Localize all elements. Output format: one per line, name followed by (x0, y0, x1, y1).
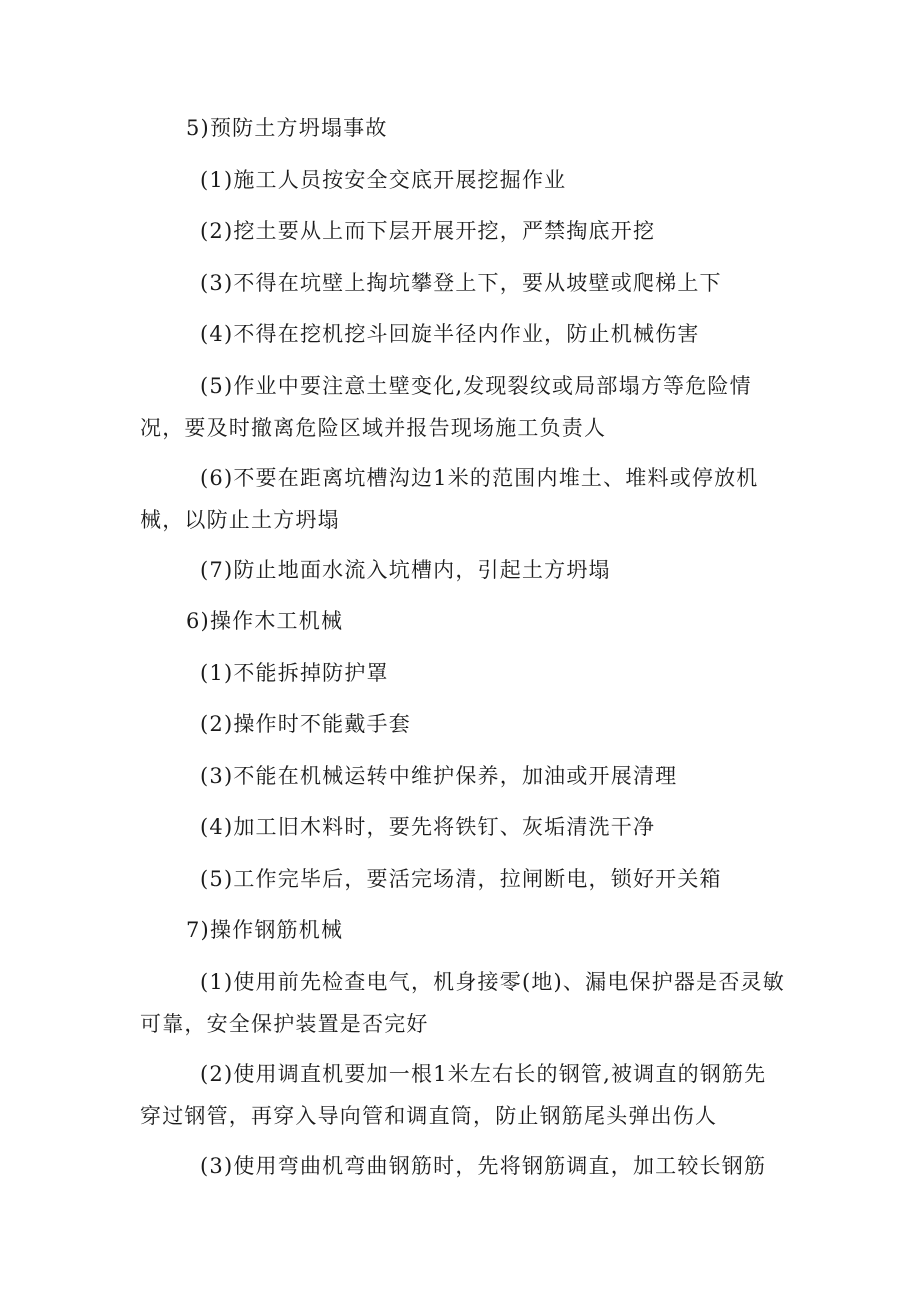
section-heading-7: 7)操作钢筋机械 (186, 918, 344, 942)
list-item: (1)不能拆掉防护罩 (200, 661, 389, 685)
list-item: (3)不得在坑壁上掏坑攀登上下，要从坡壁或爬梯上下 (200, 271, 722, 295)
list-item: (2)使用调直机要加一根1米左右长的钢管,被调直的钢筋先穿过钢管，再穿入导向管和调直筒，防止钢筋尾头弹出伤人 (140, 1062, 767, 1128)
list-item: (1)施工人员按安全交底开展挖掘作业 (200, 168, 567, 192)
list-item: (6)不要在距离坑槽沟边1米的范围内堆土、堆料或停放机械，以防止土方坍塌 (140, 466, 759, 532)
list-item: (2)操作时不能戴手套 (200, 712, 411, 736)
section-heading-6: 6)操作木工机械 (186, 609, 344, 633)
list-item: (3)使用弯曲机弯曲钢筋时，先将钢筋调直，加工较长钢筋 (200, 1154, 767, 1178)
list-item: (5)工作完毕后，要活完场清，拉闸断电，锁好开关箱 (200, 867, 722, 891)
list-item: (2)挖土要从上而下层开展开挖，严禁掏底开挖 (200, 219, 656, 243)
list-item: (3)不能在机械运转中维护保养，加油或开展清理 (200, 764, 678, 788)
list-item: (4)不得在挖机挖斗回旋半径内作业，防止机械伤害 (200, 322, 700, 346)
list-item: (4)加工旧木料时，要先将铁钉、灰垢清洗干净 (200, 815, 656, 839)
list-item: (1)使用前先检查电气，机身接零(地)、漏电保护器是否灵敏可靠，安全保护装置是否完好 (140, 970, 785, 1036)
list-item: (7)防止地面水流入坑槽内，引起土方坍塌 (200, 558, 611, 582)
list-item: (5)作业中要注意土壁变化,发现裂纹或局部塌方等危险情况，要及时撤离危险区域并报告现场施工负责人 (140, 374, 752, 440)
section-heading-5: 5)预防土方坍塌事故 (186, 116, 388, 140)
